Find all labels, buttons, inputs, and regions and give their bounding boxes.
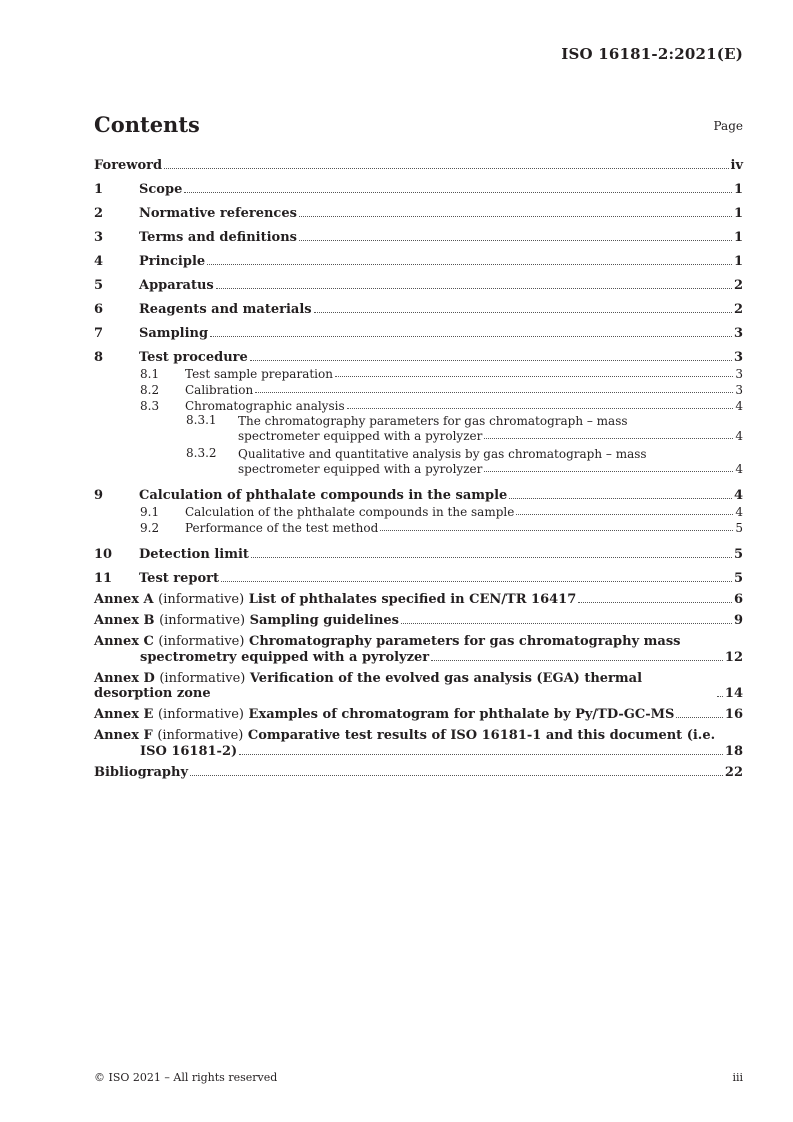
toc-page-number: 2 [733, 302, 743, 317]
toc-page-number: 1 [733, 230, 743, 245]
toc-page-number: iv [730, 158, 743, 173]
toc-entry-calculation[interactable]: 9 Calculation of phthalate compounds in the sample 4 [94, 488, 743, 503]
toc-entry-reagents-and-materials[interactable]: 6 Reagents and materials 2 [94, 302, 743, 317]
toc-entry-8-1[interactable]: 8.1 Test sample preparation 3 [140, 367, 743, 381]
toc-page-number: 4 [735, 505, 743, 519]
toc-entry-normative-references[interactable]: 2 Normative references 1 [94, 206, 743, 221]
toc-entry-apparatus[interactable]: 5 Apparatus 2 [94, 278, 743, 293]
toc-entry-principle[interactable]: 4 Principle 1 [94, 254, 743, 269]
toc-entry-terms-and-definitions[interactable]: 3 Terms and definitions 1 [94, 230, 743, 245]
toc-page-number: 12 [724, 650, 743, 665]
toc-entry-detection-limit[interactable]: 10 Detection limit 5 [94, 547, 743, 562]
toc-page-number: 4 [735, 429, 743, 443]
toc-page-number: 5 [733, 547, 743, 562]
toc-page-number: 3 [733, 350, 743, 365]
toc-entry-annex-e[interactable]: Annex E (informative) Examples of chromatogram for phthalate by Py/TD-GC-MS 16 [94, 707, 743, 722]
toc-page-number: 9 [733, 613, 743, 628]
table-of-contents [94, 155, 743, 786]
toc-entry-8-3-2[interactable]: 8.3.2 Qualitative and quantitative analysis by gas chromatograph – mass spectrometer equipped with a pyrolyzer 4 [186, 446, 743, 476]
toc-page-number: 4 [735, 462, 743, 476]
toc-page-number: 3 [733, 326, 743, 341]
toc-page-number: 6 [733, 592, 743, 607]
toc-entry-annex-c[interactable]: Annex C (informative) Chromatography parameters for gas chromatography mass spectrometry equipped with a pyrolyzer 12 [94, 634, 743, 665]
toc-entry-8-2[interactable]: 8.2 Calibration 3 [140, 383, 743, 397]
toc-entry-test-report[interactable]: 11 Test report 5 [94, 571, 743, 586]
toc-page-number: 2 [733, 278, 743, 293]
toc-page-number: 4 [733, 488, 743, 503]
toc-page-number: 1 [733, 182, 743, 197]
toc-page-number: 5 [735, 521, 743, 535]
toc-entry-scope[interactable]: 1 Scope 1 [94, 182, 743, 197]
page-title: Contents [94, 112, 200, 137]
toc-entry-foreword[interactable]: Foreword iv [94, 158, 743, 173]
toc-page-number: 18 [724, 744, 743, 759]
document-id: ISO 16181-2:2021(E) [561, 45, 743, 63]
copyright-notice: © ISO 2021 – All rights reserved [94, 1071, 278, 1084]
page-column-label: Page [713, 119, 743, 133]
toc-entry-8-3-1[interactable]: 8.3.1 The chromatography parameters for gas chromatograph – mass spectrometer equipped with a pyrolyzer 4 [186, 413, 743, 443]
toc-entry-8-3[interactable]: 8.3 Chromatographic analysis 4 [140, 399, 743, 413]
toc-page-number: 16 [724, 707, 743, 722]
toc-entry-9-2[interactable]: 9.2 Performance of the test method 5 [140, 521, 743, 535]
toc-page-number: 14 [724, 686, 743, 701]
toc-entry-sampling[interactable]: 7 Sampling 3 [94, 326, 743, 341]
toc-entry-bibliography[interactable]: Bibliography 22 [94, 765, 743, 780]
toc-page-number: 5 [733, 571, 743, 586]
page-number: iii [732, 1071, 743, 1084]
toc-page-number: 22 [724, 765, 743, 780]
toc-entry-annex-b[interactable]: Annex B (informative) Sampling guidelines 9 [94, 613, 743, 628]
toc-entry-test-procedure[interactable]: 8 Test procedure 3 [94, 350, 743, 365]
toc-page-number: 3 [735, 383, 743, 397]
toc-entry-annex-a[interactable]: Annex A (informative) List of phthalates specified in CEN/TR 16417 6 [94, 592, 743, 607]
toc-entry-annex-f[interactable]: Annex F (informative) Comparative test results of ISO 16181-1 and this document (i.e. ISO 16181-2) 18 [94, 728, 743, 759]
toc-page-number: 1 [733, 254, 743, 269]
toc-page-number: 1 [733, 206, 743, 221]
toc-entry-9-1[interactable]: 9.1 Calculation of the phthalate compounds in the sample 4 [140, 505, 743, 519]
toc-entry-annex-d[interactable]: Annex D (informative) Verification of the evolved gas analysis (EGA) thermal desorption zone 14 [94, 671, 743, 701]
toc-page-number: 4 [735, 399, 743, 413]
toc-page-number: 3 [735, 367, 743, 381]
